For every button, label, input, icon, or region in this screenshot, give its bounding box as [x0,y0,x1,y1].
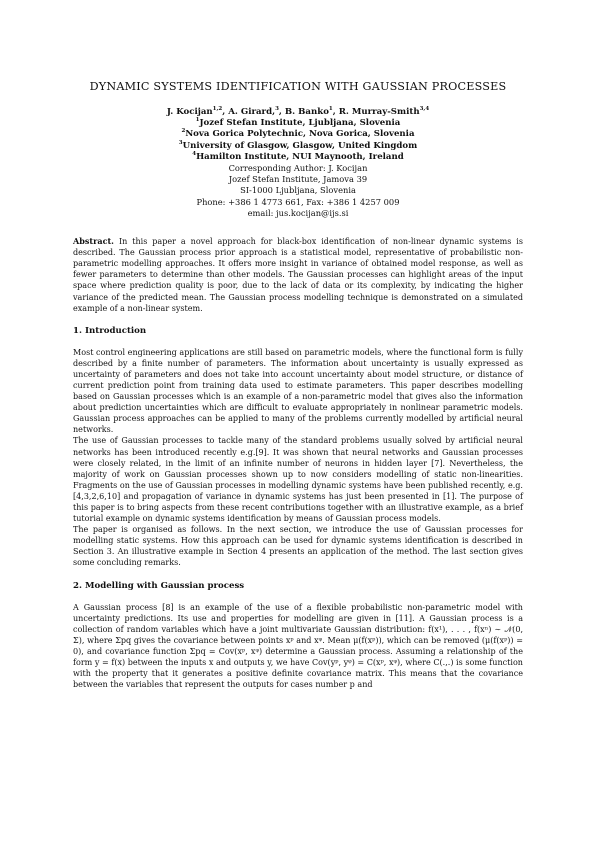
author-list: J. Kocijan$^{1,2}$, A. Girard,$^3$, B. Banko$^1$, R. Murray-Smith$^{3,4}$ [166,106,430,117]
abstract [73,236,523,314]
phone-fax: Phone: +386 1 4773 661, Fax: +386 1 4257 009 [196,196,400,207]
author-name: B. Banko [284,107,329,117]
abstract-text: In this paper a novel approach for black-box identification of non-linear dynamic systems is described. The Gaussian process prior approach is a statistical model, representative of probabilistic non-parametric modelling approaches. It offers more insight in variance of obtained model response, as well as fewer parameters to determine than other models. The Gaussian processes can highlight areas of the input space where prediction quality is poor, due to the lack of data or its complexity, by indicating the higher variance of the predicted mean. The Gaussian process modelling technique is demonstrated on a simulated example of a non-linear system. [73,237,524,313]
paper-title: DYNAMIC SYSTEMS IDENTIFICATION WITH GAUSSIAN PROCESSES [89,80,507,93]
affiliation-text: Hamilton Institute, NUI Maynooth, Ireland [196,151,404,162]
affiliation-number: 4 [192,150,197,157]
email-address: email: jus.kocijan@ijs.si [247,207,349,218]
section-paragraph: The use of Gaussian processes to tackle many of the standard problems usually solved by artificial neural networks has been introduced recently e.g.[9]. It was shown that neural networks and Gaussian processes were closely related, in the limit of an infinite number of neurons in hidden layer [7]. Nevertheless, the majority of work on Gaussian processes shown up to now considers modelling of static non-linearities. Fragments on the use of Gaussian processes in modelling dynamic systems have been published recently, e.g. [4,3,2,6,10] and propagation of variance in dynamic systems has just been presented in [1]. The purpose of this paper is to bring aspects from these recent contributions together with an illustrative example, as a brief tutorial example on dynamic systems identification by means of Gaussian process models. [73,436,523,524]
affiliation [73,118,523,129]
author-affiliation-mark: 1 [328,106,333,113]
affiliation-number: 3 [178,139,183,146]
affiliation [73,129,523,140]
corresponding-author: Corresponding Author: J. Kocijan [228,163,368,174]
affiliation-number: 2 [181,128,186,135]
affiliation-number: 1 [195,117,200,124]
author-name: J. Kocijan [166,107,213,117]
affiliation [73,141,523,152]
affiliation [73,152,523,163]
paper-page [73,70,523,690]
abstract-label: Abstract. [73,236,114,247]
section-paragraph: A Gaussian process [8] is an example of the use of a flexible probabilistic non-parametric model with uncertainty predictions. Its use and properties for modelling are given in [11]. A Gaussian process is a collection of random variables which have a joint multivariate Gaussian distribution: f(x¹), . . . , f(xⁿ) ∼ 𝒩(0, Σ), where Σpq gives the covariance between points xᵖ and xᵠ. Mean μ(f(xᵖ)), which can be removed (μ(f(xᵖ)) = 0), and covariance function Σpq = Cov(xᵖ, xᵠ) determine a Gaussian process. Assuming a relationship of the form y = f(x) between the inputs x and outputs y, we have Cov(yᵖ, yᵠ) = C(xᵖ, xᵠ), where C(.,.) is some function with the property that it generates a positive definite covariance matrix. This means that the covariance between the variables that represent the outputs for cases number p and [73,602,523,690]
city-address: SI-1000 Ljubljana, Slovenia [240,185,356,196]
section-paragraph: The paper is organised as follows. In the next section, we introduce the use of Gaussian processes for modelling static systems. How this approach can be used for dynamic systems identification is described in Section 3. An illustrative example in Section 4 presents an application of the method. The last section gives some concluding remarks. [73,525,523,568]
author-affiliation-mark: 3 [275,106,279,113]
author-name: R. Murray-Smith [338,107,420,117]
author-affiliation-mark: 3,4 [419,106,430,113]
affiliation-text: Nova Gorica Polytechnic, Nova Gorica, Slovenia [185,129,415,140]
section-paragraph: Most control engineering applications are still based on parametric models, where the functional form is fully described by a finite number of parameters. The information about uncertainty is usually expressed as uncertainty of parameters and does not take into account uncertainty about model structure, or distance of current prediction point from training data used to estimate parameters. This paper describes modelling based on Gaussian processes which is an example of a non-parametric model that gives also the information about prediction uncertainties which are difficult to evaluate appropriately in nonlinear parametric models. Gaussian process approaches can be applied to many of the problems currently modelled by artificial neural networks. [73,347,523,435]
section-heading: 2. Modelling with Gaussian process [73,580,245,591]
affiliation-text: University of Glasgow, Glasgow, United Kingdom [182,140,418,151]
author-affiliation-mark: 1,2 [212,106,223,113]
institute-address: Jozef Stefan Institute, Jamova 39 [228,174,368,185]
section-heading: 1. Introduction [73,325,147,336]
author-name: A. Girard [228,107,273,117]
affiliation-text: Jozef Stefan Institute, Ljubljana, Slovenia [199,118,401,129]
